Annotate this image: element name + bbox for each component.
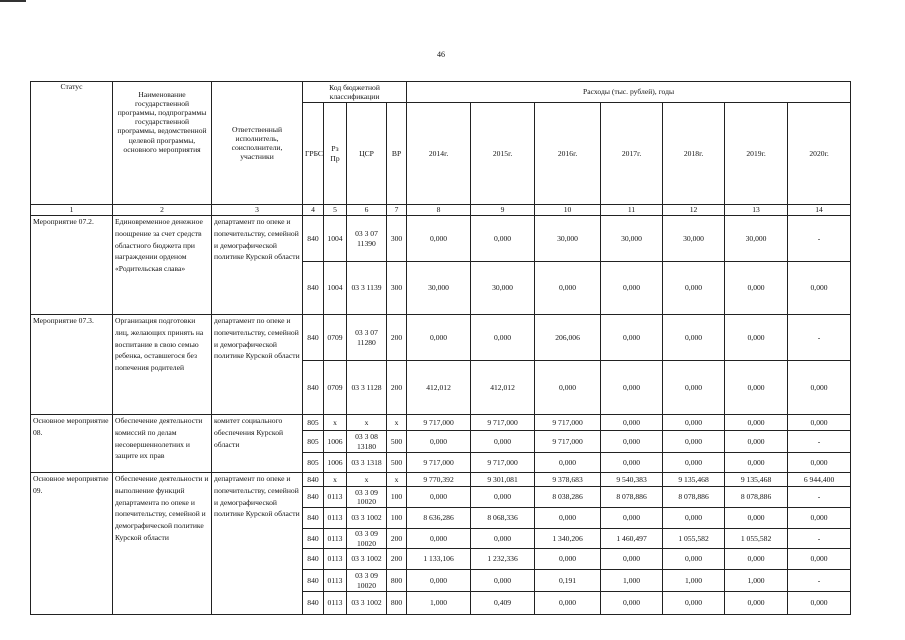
cell-value: - (788, 570, 851, 592)
cell-value: 0,000 (601, 592, 663, 615)
cell-vr: 500 (387, 431, 407, 453)
cell-rzpr: 1006 (324, 453, 347, 473)
cell-value: 9 717,000 (407, 415, 471, 431)
cell-value: - (788, 216, 851, 262)
cell-grbs: 840 (303, 361, 324, 415)
cell-csr: 03 3 1002 (347, 549, 387, 570)
cell-value: 0,000 (788, 415, 851, 431)
column-number: 7 (387, 205, 407, 216)
cell-value: 0,000 (535, 549, 601, 570)
cell-value: 9 378,683 (535, 473, 601, 487)
cell-value: 0,000 (725, 508, 788, 529)
cell-grbs: 805 (303, 431, 324, 453)
cell-value: 0,000 (407, 431, 471, 453)
cell-vr: 300 (387, 216, 407, 262)
cell-value: 9 717,000 (535, 431, 601, 453)
header-year-2015: 2015г. (471, 103, 535, 205)
cell-rzpr: 0709 (324, 315, 347, 361)
row-executor: департамент по опеке и попечительству, семейной и демографической политике Курской области (212, 473, 303, 615)
cell-value: 8 068,336 (471, 508, 535, 529)
column-number-row (31, 205, 851, 216)
header-year-2016: 2016г. (535, 103, 601, 205)
cell-value: 9 717,000 (471, 453, 535, 473)
cell-rzpr: x (324, 473, 347, 487)
header-budget-code: Код бюджетной классификации (303, 82, 407, 103)
row-executor: департамент по опеке и попечительству, семейной и демографической политике Курской области (212, 216, 303, 315)
cell-value: 206,006 (535, 315, 601, 361)
cell-csr: 03 3 07 11280 (347, 315, 387, 361)
row-executor: комитет социального обеспечения Курской области (212, 415, 303, 473)
cell-value: 0,000 (535, 453, 601, 473)
cell-value: 412,012 (407, 361, 471, 415)
cell-value: 0,000 (725, 361, 788, 415)
table-row (31, 216, 851, 262)
row-status: Мероприятие 07.2. (31, 216, 113, 315)
table-row (31, 473, 851, 487)
cell-value: 0,000 (535, 592, 601, 615)
cell-vr: 500 (387, 453, 407, 473)
cell-value: 0,000 (601, 361, 663, 415)
cell-value: 8 636,286 (407, 508, 471, 529)
cell-value: 0,000 (725, 415, 788, 431)
header-year-2014: 2014г. (407, 103, 471, 205)
cell-rzpr: 1006 (324, 431, 347, 453)
cell-value: 0,000 (663, 592, 725, 615)
cell-rzpr: 0113 (324, 592, 347, 615)
cell-value: 30,000 (601, 216, 663, 262)
row-executor: департамент по опеке и попечительству, семейной и демографической политике Курской области (212, 315, 303, 415)
cell-csr: 03 3 08 13180 (347, 431, 387, 453)
cell-rzpr: 1004 (324, 262, 347, 315)
cell-value: 9 770,392 (407, 473, 471, 487)
header-expenses: Расходы (тыс. рублей), годы (407, 82, 851, 103)
cell-value: 8 078,886 (601, 487, 663, 508)
header-vr: ВР (387, 103, 407, 205)
column-number: 14 (788, 205, 851, 216)
cell-value: - (788, 487, 851, 508)
cell-value: 9 717,000 (535, 415, 601, 431)
cell-vr: 100 (387, 487, 407, 508)
cell-vr: 100 (387, 508, 407, 529)
cell-value: 9 135,468 (725, 473, 788, 487)
column-number: 6 (347, 205, 387, 216)
cell-value: 0,000 (601, 453, 663, 473)
cell-value: 0,000 (725, 262, 788, 315)
cell-value: 0,000 (407, 529, 471, 549)
table-row (31, 415, 851, 431)
cell-grbs: 840 (303, 592, 324, 615)
cell-vr: x (387, 415, 407, 431)
column-number: 10 (535, 205, 601, 216)
column-number: 2 (113, 205, 212, 216)
cell-rzpr: 0113 (324, 529, 347, 549)
cell-value: 30,000 (663, 216, 725, 262)
cell-vr: x (387, 473, 407, 487)
column-number: 1 (31, 205, 113, 216)
cell-rzpr: 0113 (324, 570, 347, 592)
cell-value: - (788, 315, 851, 361)
cell-value: 0,000 (725, 431, 788, 453)
cell-value: 0,000 (788, 592, 851, 615)
cell-value: 30,000 (471, 262, 535, 315)
row-status: Основное мероприятие 09. (31, 473, 113, 615)
header-year-2020: 2020г. (788, 103, 851, 205)
cell-csr: 03 3 1128 (347, 361, 387, 415)
cell-value: 1 232,336 (471, 549, 535, 570)
cell-value: 0,000 (725, 592, 788, 615)
column-number: 4 (303, 205, 324, 216)
cell-csr: x (347, 415, 387, 431)
cell-value: 0,000 (601, 315, 663, 361)
header-name: Наименование государственной программы, подпрограммы государственной программы, ведомственной целевой программы, основного мероприятия (113, 82, 212, 205)
cell-value: 9 540,383 (601, 473, 663, 487)
cell-value: 0,000 (601, 508, 663, 529)
cell-value: 30,000 (725, 216, 788, 262)
cell-vr: 800 (387, 592, 407, 615)
table-row (31, 315, 851, 361)
cell-rzpr: 0113 (324, 549, 347, 570)
header-year-2018: 2018г. (663, 103, 725, 205)
cell-value: 0,000 (407, 487, 471, 508)
cell-value: 8 078,886 (725, 487, 788, 508)
cell-value: 0,000 (663, 315, 725, 361)
cell-rzpr: 0113 (324, 508, 347, 529)
cell-csr: 03 3 1002 (347, 508, 387, 529)
cell-grbs: 840 (303, 315, 324, 361)
cell-grbs: 840 (303, 570, 324, 592)
column-number: 5 (324, 205, 347, 216)
cell-vr: 300 (387, 262, 407, 315)
cell-value: 8 078,886 (663, 487, 725, 508)
cell-value: 0,000 (601, 262, 663, 315)
cell-grbs: 840 (303, 529, 324, 549)
cell-vr: 800 (387, 570, 407, 592)
cell-value: 30,000 (535, 216, 601, 262)
cell-value: 0,000 (725, 453, 788, 473)
header-year-2019: 2019г. (725, 103, 788, 205)
cell-rzpr: 0113 (324, 487, 347, 508)
cell-value: 9 301,081 (471, 473, 535, 487)
cell-rzpr: 1004 (324, 216, 347, 262)
cell-value: 0,000 (601, 431, 663, 453)
cell-value: 8 038,286 (535, 487, 601, 508)
cell-vr: 200 (387, 529, 407, 549)
cell-value: 0,191 (535, 570, 601, 592)
cell-grbs: 840 (303, 549, 324, 570)
cell-value: 9 717,000 (471, 415, 535, 431)
cell-value: 1 340,206 (535, 529, 601, 549)
cell-value: 30,000 (407, 262, 471, 315)
cell-value: 0,000 (601, 549, 663, 570)
cell-value: 1 460,497 (601, 529, 663, 549)
column-number: 3 (212, 205, 303, 216)
cell-value: 0,000 (663, 415, 725, 431)
cell-grbs: 840 (303, 262, 324, 315)
cell-value: - (788, 431, 851, 453)
cell-value: 0,000 (535, 361, 601, 415)
cell-value: 0,000 (407, 315, 471, 361)
header-rzpr: Рз Пр (324, 103, 347, 205)
header-grbs: ГРБС (303, 103, 324, 205)
cell-value: 1,000 (601, 570, 663, 592)
header-year-2017: 2017г. (601, 103, 663, 205)
cell-value: 0,000 (725, 315, 788, 361)
cell-value: 6 944,400 (788, 473, 851, 487)
page-number: 46 (437, 50, 445, 59)
cell-value: - (788, 529, 851, 549)
cell-value: 412,012 (471, 361, 535, 415)
cell-value: 0,000 (407, 570, 471, 592)
column-number: 12 (663, 205, 725, 216)
cell-value: 0,000 (471, 570, 535, 592)
cell-vr: 200 (387, 549, 407, 570)
column-number: 9 (471, 205, 535, 216)
cell-value: 1,000 (663, 570, 725, 592)
cell-csr: x (347, 473, 387, 487)
row-name: Единовременное денежное поощрение за счет средств областного бюджета при награждении орденом «Родительская слава» (113, 216, 212, 315)
header-row-top (31, 82, 851, 103)
cell-csr: 03 3 1318 (347, 453, 387, 473)
cell-value: 0,000 (471, 431, 535, 453)
cell-grbs: 805 (303, 453, 324, 473)
cell-value: 0,000 (663, 453, 725, 473)
row-name: Обеспечение деятельности комиссий по делам несовершеннолетних и защите их прав (113, 415, 212, 473)
cell-value: 0,000 (601, 415, 663, 431)
cell-value: 0,000 (663, 508, 725, 529)
header-status: Статус (31, 82, 113, 205)
cell-value: 0,000 (471, 529, 535, 549)
cell-value: 1 055,582 (725, 529, 788, 549)
cell-csr: 03 3 1002 (347, 592, 387, 615)
cell-value: 0,000 (725, 549, 788, 570)
row-status: Мероприятие 07.3. (31, 315, 113, 415)
cell-value: 1,000 (407, 592, 471, 615)
cell-grbs: 805 (303, 415, 324, 431)
column-number: 8 (407, 205, 471, 216)
row-name: Обеспечение деятельности и выполнение функций департамента по опеке и попечительству, семейной и демографической политике Курской области (113, 473, 212, 615)
column-number: 11 (601, 205, 663, 216)
cell-value: 0,000 (663, 262, 725, 315)
cell-csr: 03 3 09 10020 (347, 570, 387, 592)
cell-value: 0,000 (407, 216, 471, 262)
cell-grbs: 840 (303, 508, 324, 529)
cell-value: 0,000 (788, 453, 851, 473)
cell-value: 0,000 (471, 487, 535, 508)
cell-rzpr: x (324, 415, 347, 431)
cell-value: 0,000 (535, 262, 601, 315)
cell-csr: 03 3 1139 (347, 262, 387, 315)
header-csr: ЦСР (347, 103, 387, 205)
cell-value: 0,000 (471, 315, 535, 361)
column-number: 13 (725, 205, 788, 216)
cell-csr: 03 3 09 10020 (347, 529, 387, 549)
cell-csr: 03 3 09 10020 (347, 487, 387, 508)
cell-value: 9 717,000 (407, 453, 471, 473)
header-executor: Ответственный исполнитель, соисполнители, участники (212, 82, 303, 205)
cell-value: 0,000 (788, 262, 851, 315)
cell-value: 9 135,468 (663, 473, 725, 487)
scan-edge-mark (0, 0, 26, 2)
cell-value: 0,000 (535, 508, 601, 529)
cell-value: 0,000 (663, 431, 725, 453)
cell-grbs: 840 (303, 216, 324, 262)
row-name: Организация подготовки лиц, желающих принять на воспитание в свою семью ребенка, оставшегося без попечения родителей (113, 315, 212, 415)
cell-value: 0,000 (788, 508, 851, 529)
cell-grbs: 840 (303, 487, 324, 508)
cell-vr: 200 (387, 361, 407, 415)
cell-value: 0,000 (663, 549, 725, 570)
cell-value: 1 133,106 (407, 549, 471, 570)
cell-grbs: 840 (303, 473, 324, 487)
cell-value: 1,000 (725, 570, 788, 592)
row-status: Основное мероприятие 08. (31, 415, 113, 473)
cell-value: 1 055,582 (663, 529, 725, 549)
budget-table (30, 81, 851, 615)
cell-value: 0,000 (788, 549, 851, 570)
cell-value: 0,000 (471, 216, 535, 262)
cell-value: 0,000 (788, 361, 851, 415)
cell-rzpr: 0709 (324, 361, 347, 415)
cell-value: 0,000 (663, 361, 725, 415)
cell-csr: 03 3 07 11390 (347, 216, 387, 262)
cell-value: 0,409 (471, 592, 535, 615)
cell-vr: 200 (387, 315, 407, 361)
